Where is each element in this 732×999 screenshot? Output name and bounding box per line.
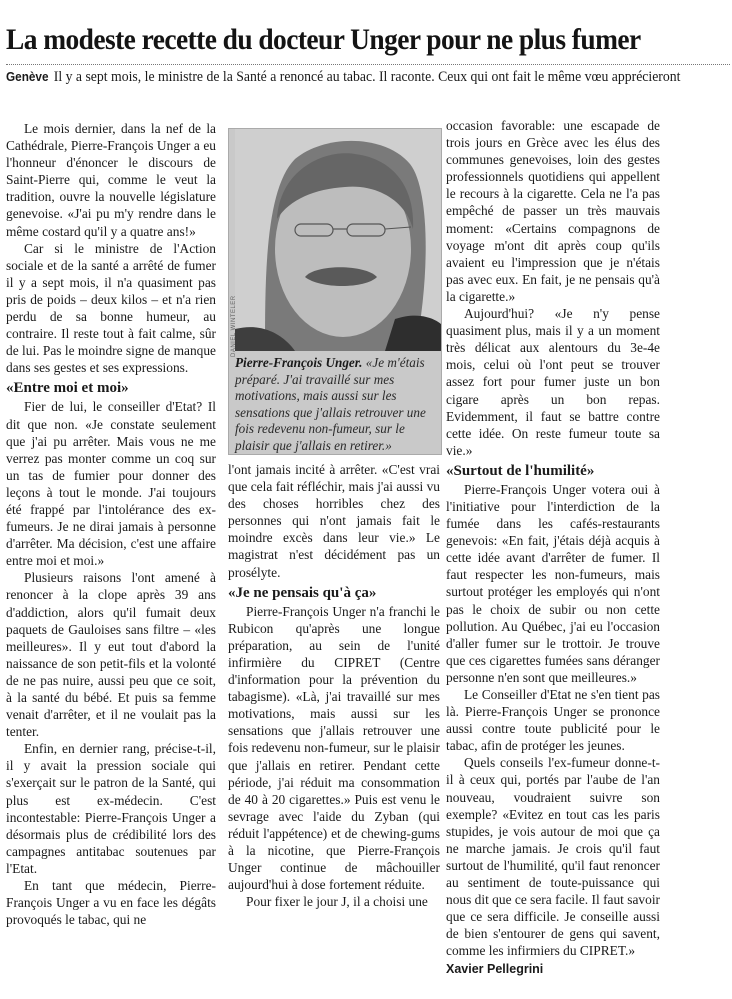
lead [6,68,694,86]
caption-text: «Je m'étais préparé. J'ai travaillé sur mes motivations, mais aussi sur les sensations que j'allais retrouver une fois redevenu non-fumeur, sur le plaisir que j'allais en retirer.» [235,355,426,453]
paragraph: En tant que médecin, Pierre-François Unger a vu en face les dégâts provoqués le tabac, qui ne [6,878,216,928]
subheading: «Je ne pensais qu'à ça» [228,584,377,601]
paragraph: Car si le ministre de l'Action sociale et de la santé a arrêté de fumer il y a sept mois, il n'a quasiment pas pris de poids – deux kilos – et n'a rien perdu de sa bonne humeur, au contraire. Il reste tout à fait calme, sûr de lui. Pas le moindre signe de manque dans ses gestes et ses expressions. [6,240,216,376]
paragraph: Aujourd'hui? «Je n'y pense quasiment plus, mais il y a un moment très délicat aux alentours du 3e-4e mois, celui où l'ont peut se trouver assez fort pour fumer juste un bon cigare après un bon repas. Evidemment, il faut se battre contre cette idée. On reste fumeur toute sa vie.» [446,306,660,458]
paragraph: Pierre-François Unger votera oui à l'initiative pour l'interdiction de la fumée dans les cafés-restaurants genevois: «En fait, j'étais déjà acquis à cette idée avant d'arrêter de fumer. Il faut respecter les non-fumeurs, mais surtout protéger les employés qui n'ont pas le choix de subir ou non cette pollution. Au Québec, j'ai eu l'occasion d'aller fumer sur le trottoir. Je trouve que ces cigarettes fumées sans déranger personne n'en sont que meilleures.» [446,481,660,685]
paragraph: Plusieurs raisons l'ont amené à renoncer à la clope après 39 ans d'addiction, alors qu'il fumait deux paquets de Gauloises sans filtre – «les meilleures». Il y eut tout d'abord la naissance de son petit-fils et la volonté de ne pas nuire, aussi peu que ce soit, à la santé du bébé. Et puis sa femme venait d'arrêter, et il ne voulait pas la tenter. [6,570,216,740]
paragraph: Fier de lui, le conseiller d'Etat? Il dit que non. «Je constate seulement que j'ai pu arrêter. Mais vous ne me verrez pas monter comme un coq sur un tas de fumier pour donner des leçons à tout le monde. J'ai toujours été frappé par l'intolérance des ex-fumeurs. Je ne dirai jamais à personne d'arrêter. Ma décision, c'est une affaire entre moi et moi.» [6,399,216,569]
column-1 [6,120,216,928]
divider [6,64,730,65]
portrait-photo [228,128,442,455]
photo-caption [235,355,439,455]
photo-credit: DANIEL WINTELER [231,295,237,357]
paragraph: Enfin, en dernier rang, précise-t-il, il y avait la pression sociale qui s'exerçait sur le patron de la Santé, qui plus est ex-médecin. C'est incontestable: Pierre-François Unger a désormais plus de crédibilité lors des campagnes antitabac soutenues par l'Etat. [6,741,216,876]
paragraph: l'ont jamais incité à arrêter. «C'est vrai que cela fait réfléchir, mais j'ai aussi vu des choses horribles chez des personnes qui n'ont jamais fait le moindre excès dans leur vie.» Le magistrat n'est décidément pas un prosélyte. [228,462,440,580]
paragraph: Quels conseils l'ex-fumeur donne-t-il à ceux qui, portés par l'aube de l'an nouveau, voudraient suivre son exemple? «Evitez en tout cas les paris stupides, je vois autour de moi que ça ne marche jamais. Je crois qu'il faut surtout de l'humilité, qu'il faut renoncer au sentiment de toute-puissance qui nous dit que ce sera facile. Il faut savoir que ce sera difficile. Je conseille aussi de bien s'entourer de gens qui savent, comme les infirmiers du CIPRET.» [446,755,660,959]
portrait-image [235,129,441,351]
paragraph: Pierre-François Unger n'a franchi le Rubicon qu'après une longue préparation, au sein de l'unité infirmière du CIPRET (Centre d'information pour la prévention du tabagisme). «Là, j'ai travaillé sur mes motivations, mais aussi sur les sensations que j'allais retrouver une fois redevenu non-fumeur, sur le plaisir que j'allais en retirer. Pendant cette période, j'ai réduit ma consommation de 40 à 20 cigarettes.» Puis est venu le sevrage avec l'aide du Zyban (qui réduit l'appétence) et de chewing-gums à la nicotine, que Pierre-François Unger continue de mâchouiller aujourd'hui à dose fortement réduite. [228,603,440,893]
paragraph: Pour fixer le jour J, il a choisi une [246,894,428,910]
byline: Xavier Pellegrini [446,961,544,976]
subheading: «Surtout de l'humilité» [446,462,595,479]
paragraph: occasion favorable: une escapade de trois jours en Grèce avec les élus des communes genevoises, loin des gestes professionnels quotidiens qui appellent le recours à la cigarette. Cela ne l'a pas empêché de passer un très mauvais moment: «Certains compagnons de voyage m'ont dit après coup qu'ils avaient eu l'impression que je n'étais pas avec eux. En fait, je ne pensais qu'à la cigarette.» [446,118,660,304]
column-2 [228,461,440,910]
lead-place: Genève [6,69,49,84]
headline: La modeste recette du docteur Unger pour ne plus fumer [6,23,641,56]
column-3 [446,117,660,978]
lead-text: Il y a sept mois, le ministre de la Santé a renoncé au tabac. Il raconte. Ceux qui ont fait le même vœu apprécieront [53,68,681,85]
paragraph: Le mois dernier, dans la nef de la Cathédrale, Pierre-François Unger a eu l'honneur d'énoncer le discours de Saint-Pierre qui, comme le veut la tradition, ouvre la nouvelle législature genevoise. «J'ai pu m'y rendre dans le même costard qu'il y a quatre ans!» [6,121,216,239]
paragraph: Le Conseiller d'Etat ne s'en tient pas là. Pierre-François Unger se prononce aussi contre toute publicité pour le tabac, afin de protéger les jeunes. [446,687,660,754]
caption-name: Pierre-François Unger. [235,355,363,370]
subheading: «Entre moi et moi» [6,380,129,397]
